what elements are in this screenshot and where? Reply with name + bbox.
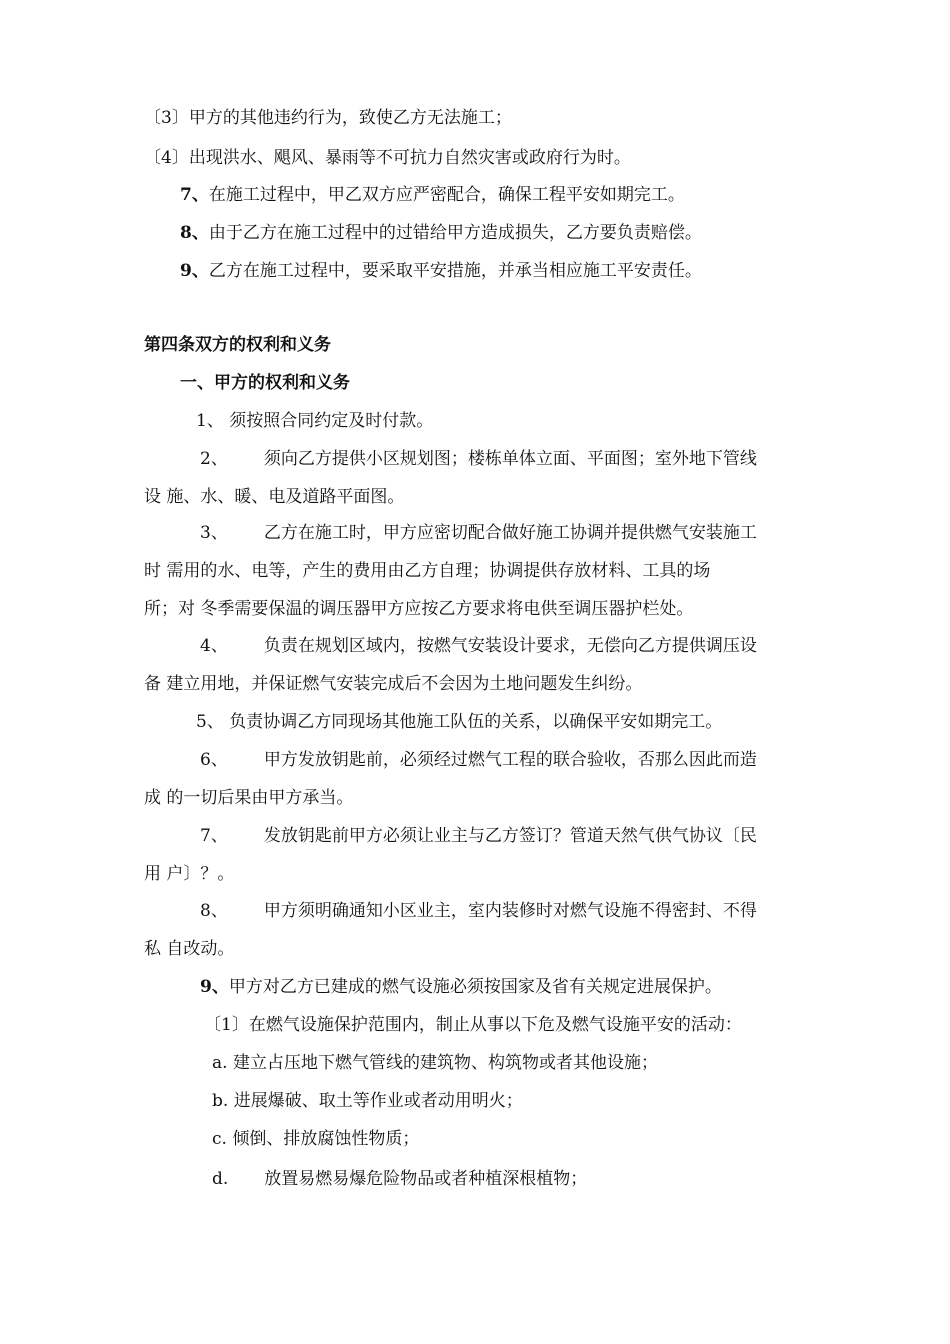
party-a-item-8-line2: 私 自改动。 <box>144 939 235 959</box>
item-text: 须向乙方提供小区规划图；楼栋单体立面、平面图；室外地下管线 <box>263 449 757 469</box>
item-number: 8、 <box>200 901 228 921</box>
party-a-item-6-line1 <box>200 748 757 772</box>
sub-item-letter: d. <box>212 1169 229 1189</box>
item-text: 乙方在施工时，甲方应密切配合做好施工协调并提供燃气安装施工 <box>263 523 757 543</box>
item-number: 7、 <box>200 826 228 846</box>
party-a-item-4-line2: 备 建立用地，并保证燃气安装完成后不会因为土地问题发生纠纷。 <box>144 674 643 694</box>
item-number: 6、 <box>200 750 228 770</box>
party-a-item-3-line1 <box>200 521 757 545</box>
party-a-item-7-line1 <box>200 824 757 848</box>
article-title: 第四条双方的权利和义务 <box>144 335 331 355</box>
item-text: 发放钥匙前甲方必须让业主与乙方签订？管道天然气供气协议〔民 <box>263 826 757 846</box>
party-a-item-8-line1 <box>200 899 757 923</box>
party-a-item-9 <box>200 975 722 999</box>
item-number: 3、 <box>200 523 228 543</box>
clause-8 <box>180 221 702 245</box>
item-text: 须按照合同约定及时付款。 <box>229 411 434 431</box>
clause-text: 在施工过程中，甲乙双方应严密配合，确保工程平安如期完工。 <box>208 185 685 205</box>
item-number: 2、 <box>200 449 228 469</box>
sub-item-text: 放置易燃易爆危险物品或者种植深根植物； <box>264 1169 588 1189</box>
item-4-line: 〔4〕出现洪水、飓风、暴雨等不可抗力自然灾害或政府行为时。 <box>144 148 631 168</box>
sub-item-c: c. 倾倒、排放腐蚀性物质； <box>212 1129 420 1149</box>
clause-text: 由于乙方在施工过程中的过错给甲方造成损失，乙方要负责赔偿。 <box>208 223 702 243</box>
clause-number: 9、 <box>180 261 209 281</box>
sub-item-a: a. 建立占压地下燃气管线的建筑物、构筑物或者其他设施； <box>212 1053 658 1073</box>
item-text: 甲方对乙方已建成的燃气设施必须按国家及省有关规定进展保护。 <box>228 977 722 997</box>
item-number: 5、 <box>196 712 224 732</box>
party-a-item-4-line1 <box>200 634 757 658</box>
party-a-item-5 <box>196 710 722 734</box>
party-a-item-1 <box>196 409 433 433</box>
section-title: 一、甲方的权利和义务 <box>180 373 350 393</box>
clause-9 <box>180 259 702 283</box>
party-a-item-6-line2: 成 的一切后果由甲方承当。 <box>144 788 354 808</box>
party-a-item-3-line2: 时 需用的水、电等，产生的费用由乙方自理；协调提供存放材料、工具的场 <box>144 561 711 581</box>
party-a-item-2-line1 <box>200 447 757 471</box>
party-a-item-7-line2: 用 户〕？。 <box>144 864 235 884</box>
sub-item-b: b. 进展爆破、取土等作业或者动用明火； <box>212 1091 523 1111</box>
clause-text: 乙方在施工过程中，要采取平安措施，并承当相应施工平安责任。 <box>208 261 702 281</box>
item-text: 负责协调乙方同现场其他施工队伍的关系，以确保平安如期完工。 <box>229 712 723 732</box>
clause-number: 7、 <box>180 185 209 205</box>
item-number: 4、 <box>200 636 228 656</box>
item-text: 负责在规划区域内，按燃气安装设计要求，无偿向乙方提供调压设 <box>263 636 757 656</box>
item-text: 甲方发放钥匙前，必须经过燃气工程的联合验收，否那么因此而造 <box>263 750 757 770</box>
item-number: 9、 <box>200 977 229 997</box>
clause-number: 8、 <box>180 223 209 243</box>
party-a-item-3-line3: 所；对 冬季需要保温的调压器甲方应按乙方要求将电供至调压器护栏处。 <box>144 599 694 619</box>
item-3-line: 〔3〕甲方的其他违约行为，致使乙方无法施工； <box>144 108 512 128</box>
party-a-item-2-line2: 设 施、水、暖、电及道路平面图。 <box>144 487 405 507</box>
item-number: 1、 <box>196 411 224 431</box>
sub-clause-1: 〔1〕在燃气设施保护范围内，制止从事以下危及燃气设施平安的活动： <box>204 1015 742 1035</box>
item-text: 甲方须明确通知小区业主，室内装修时对燃气设施不得密封、不得 <box>263 901 757 921</box>
clause-7 <box>180 183 685 207</box>
sub-item-d <box>212 1167 587 1191</box>
